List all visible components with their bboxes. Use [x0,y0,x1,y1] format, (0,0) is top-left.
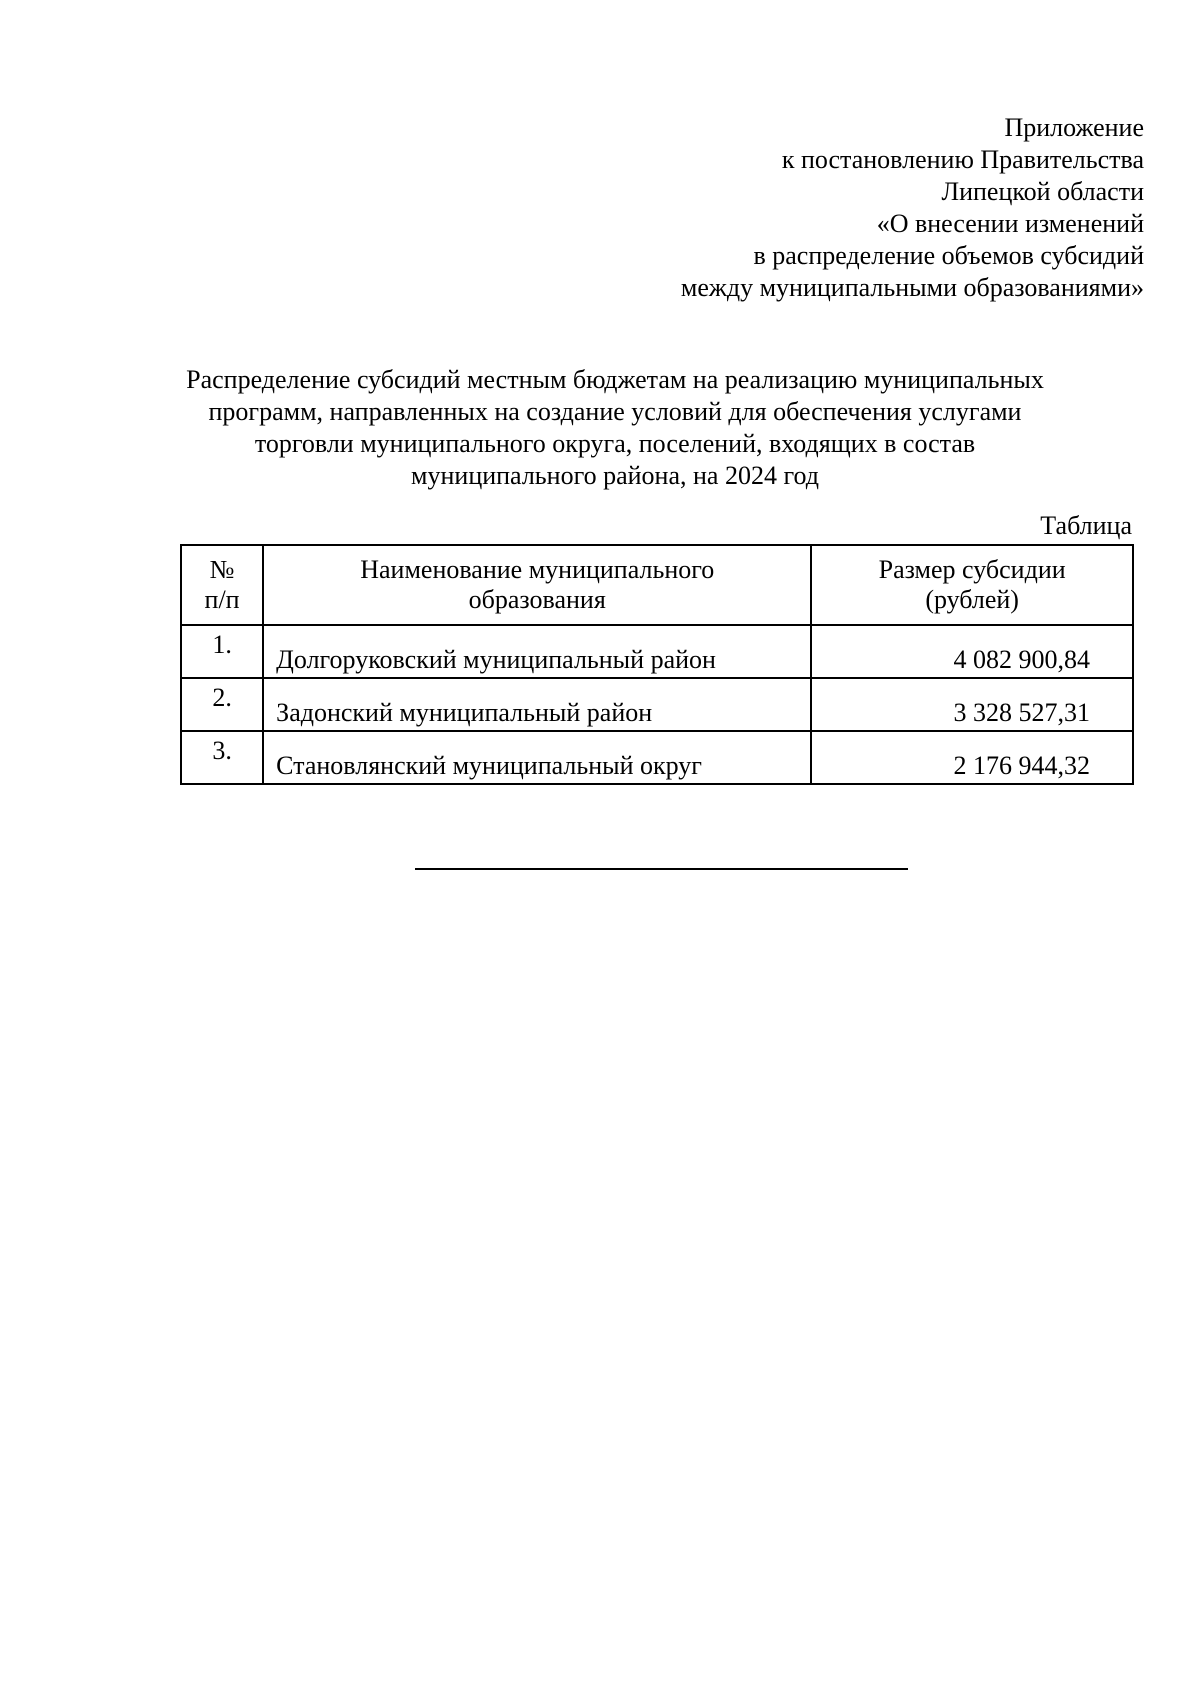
appendix-line: в распределение объемов субсидий [753,241,1144,270]
table-label: Таблица [1040,511,1132,540]
header-amount: Размер субсидии (рублей) [811,545,1133,625]
title-line: программ, направленных на создание условий для обеспечения услугами [208,397,1022,426]
appendix-line: «О внесении изменений [876,209,1144,238]
document-title [170,364,1060,492]
row-number: 2. [181,678,263,731]
row-number: 1. [181,625,263,678]
row-amount: 4 082 900,84 [811,625,1133,678]
table-row [181,678,1133,731]
appendix-line: Приложение [1004,113,1144,142]
row-name: Становлянский муниципальный округ [263,731,811,784]
title-line: торговли муниципального округа, поселений, входящих в состав [254,429,976,458]
row-name: Долгоруковский муниципальный район [263,625,811,678]
appendix-block [681,112,1144,304]
subsidy-table [180,544,1134,785]
appendix-line: к постановлению Правительства [781,145,1144,174]
title-line: Распределение субсидий местным бюджетам на реализацию муниципальных [186,365,1044,394]
appendix-line: Липецкой области [941,177,1144,206]
row-amount: 3 328 527,31 [811,678,1133,731]
appendix-line: между муниципальными образованиями» [680,273,1144,302]
row-amount: 2 176 944,32 [811,731,1133,784]
closing-rule [415,868,908,870]
table-header-row [181,545,1133,625]
row-name: Задонский муниципальный район [263,678,811,731]
table-row [181,625,1133,678]
table-row [181,731,1133,784]
row-number: 3. [181,731,263,784]
header-name: Наименование муниципального образования [263,545,811,625]
header-number: № п/п [181,545,263,625]
title-line: муниципального района, на 2024 год [411,461,819,490]
